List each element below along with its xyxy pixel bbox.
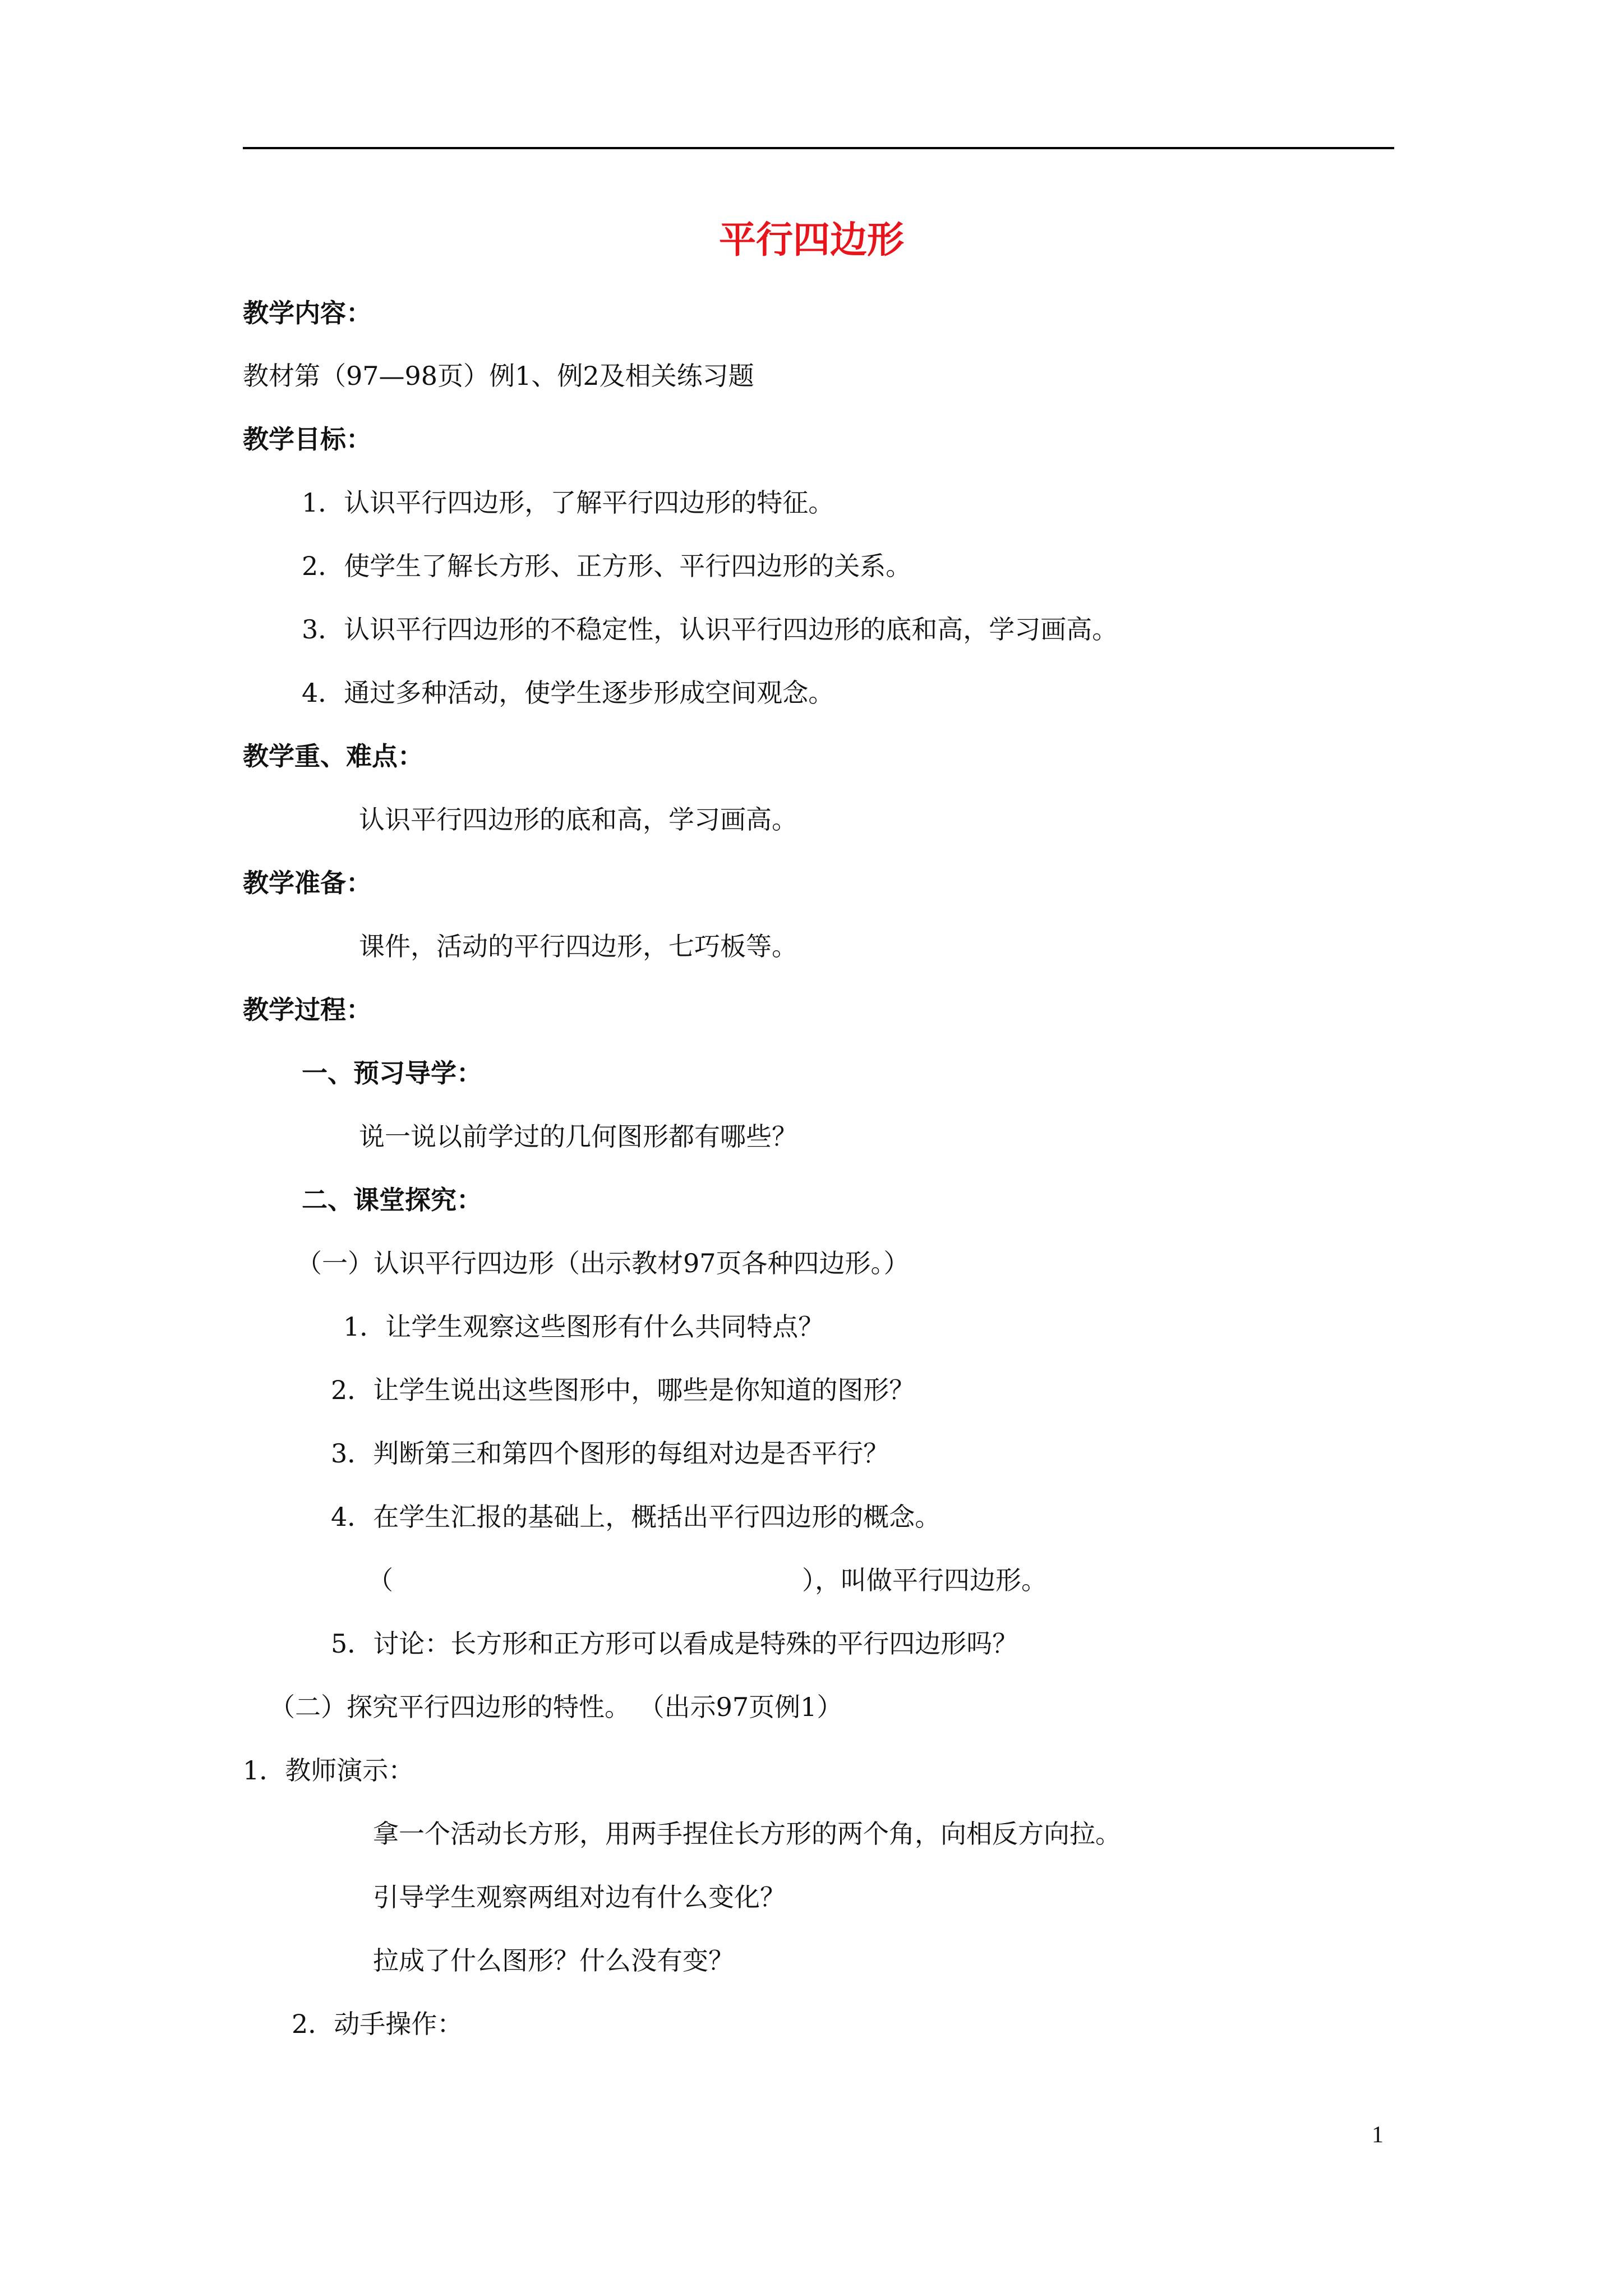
part1-item: 3．判断第三和第四个图形的每组对边是否平行？ bbox=[331, 1438, 889, 1469]
part1-heading: （一）认识平行四边形（出示教材97页各种四边形。） bbox=[296, 1248, 910, 1278]
process-heading: 教学过程： bbox=[243, 995, 372, 1025]
part1-item: 4．在学生汇报的基础上，概括出平行四边形的概念。 bbox=[331, 1502, 941, 1532]
content-text: 教材第（97—98页）例1、例2及相关练习题 bbox=[243, 361, 754, 391]
hands-on-heading: 2．动手操作： bbox=[292, 2009, 463, 2039]
preparation-text: 课件，活动的平行四边形，七巧板等。 bbox=[359, 931, 797, 961]
definition-blank-close: ），叫做平行四边形。 bbox=[802, 1565, 1047, 1595]
part1-item: 5．讨论：长方形和正方形可以看成是特殊的平行四边形吗？ bbox=[331, 1628, 1018, 1659]
goal-item: 3．认识平行四边形的不稳定性，认识平行四边形的底和高，学习画高。 bbox=[302, 614, 1118, 645]
demo-line: 拉成了什么图形？什么没有变？ bbox=[373, 1945, 734, 1976]
preparation-heading: 教学准备： bbox=[243, 868, 372, 898]
demo-heading: 1．教师演示： bbox=[243, 1755, 414, 1786]
document-title: 平行四边形 bbox=[719, 218, 904, 261]
section1-text: 说一说以前学过的几何图形都有哪些？ bbox=[359, 1121, 797, 1152]
key-points-heading: 教学重、难点： bbox=[243, 741, 423, 771]
goal-item: 2．使学生了解长方形、正方形、平行四边形的关系。 bbox=[302, 551, 912, 581]
key-points-text: 认识平行四边形的底和高，学习画高。 bbox=[359, 804, 797, 835]
goals-heading: 教学目标： bbox=[243, 424, 372, 454]
section2-heading: 二、课堂探究： bbox=[302, 1185, 482, 1215]
section1-heading: 一、预习导学： bbox=[302, 1058, 482, 1088]
demo-line: 引导学生观察两组对边有什么变化？ bbox=[373, 1882, 786, 1912]
content-heading: 教学内容： bbox=[243, 298, 372, 328]
goal-item: 1．认识平行四边形，了解平行四边形的特征。 bbox=[302, 487, 834, 518]
part2-heading: （二）探究平行四边形的特性。 （出示97页例1） bbox=[269, 1692, 843, 1722]
part1-item: 2．让学生说出这些图形中，哪些是你知道的图形？ bbox=[331, 1375, 915, 1405]
part1-item: 1．让学生观察这些图形有什么共同特点？ bbox=[343, 1312, 824, 1342]
demo-line: 拿一个活动长方形，用两手捏住长方形的两个角，向相反方向拉。 bbox=[373, 1819, 1121, 1849]
header-rule bbox=[243, 147, 1394, 149]
definition-blank-open: （ bbox=[367, 1565, 393, 1595]
goal-item: 4．通过多种活动，使学生逐步形成空间观念。 bbox=[302, 678, 834, 708]
page-number: 1 bbox=[1372, 2122, 1384, 2148]
